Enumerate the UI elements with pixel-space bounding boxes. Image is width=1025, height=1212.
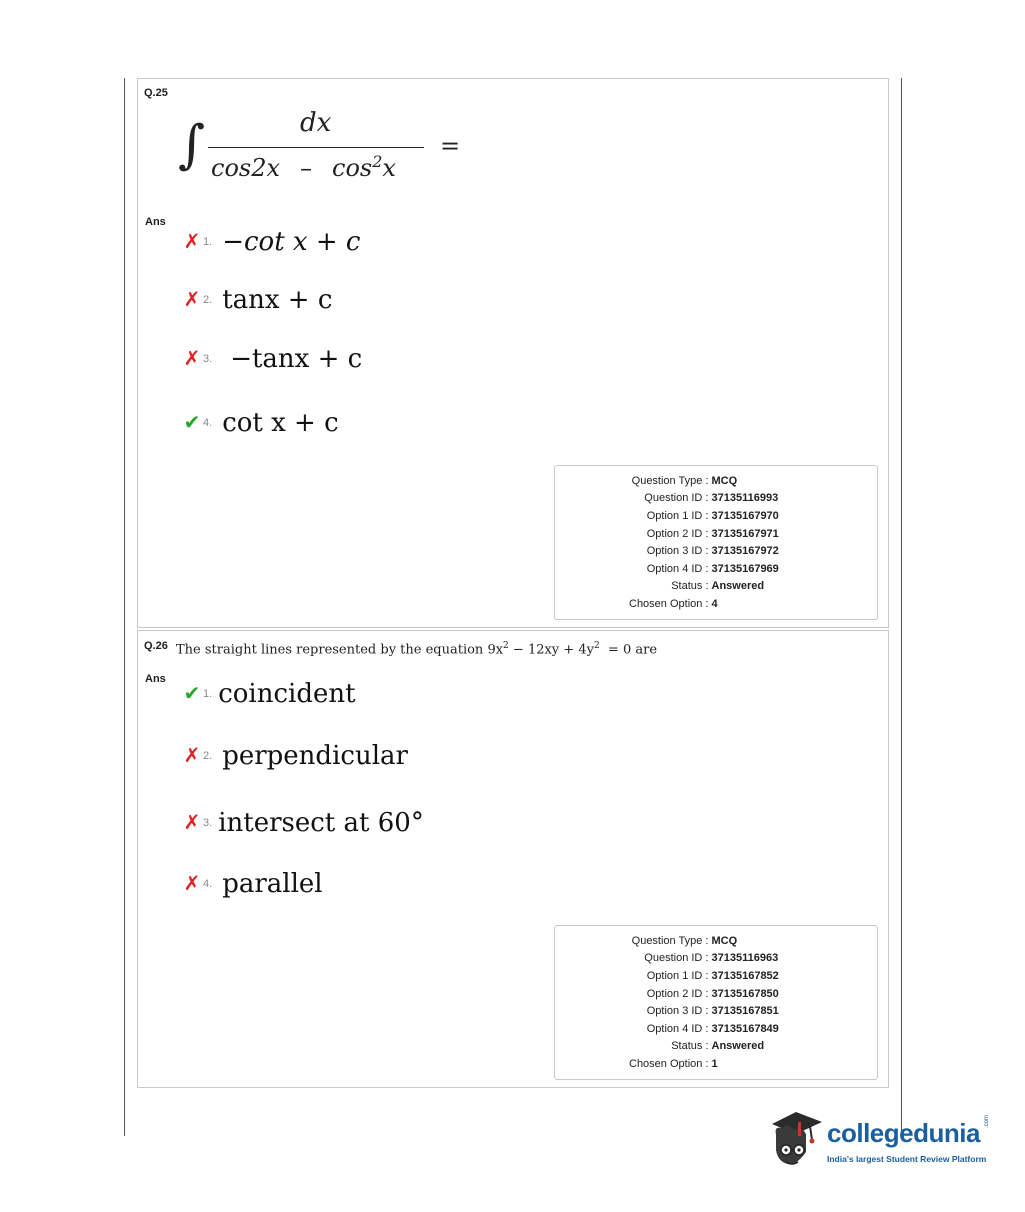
question-type-value: MCQ [711,474,738,487]
equals-sign: = [440,132,461,160]
option-text: intersect at 60° [218,808,424,838]
option-text: −tanx + c [230,344,363,374]
question-stem [176,641,657,657]
question-info-panel [554,925,878,1080]
chosen-option-value: 4 [711,597,718,610]
page-right-border [901,78,902,1136]
option4-id-value: 37135167849 [711,1022,779,1035]
chosen-option-value: 1 [711,1057,718,1070]
option-3 [183,344,362,374]
option2-id-value: 37135167971 [711,527,779,540]
brand-logo [766,1104,996,1176]
integral-formula [178,106,468,186]
question-id-label: Question ID : [644,492,709,505]
option4-id-label: Option 4 ID : [646,1022,709,1035]
option3-id-value: 37135167851 [711,1005,779,1018]
option-number: 2. [203,750,213,762]
option2-id-label: Option 2 ID : [646,527,709,540]
fraction-bar [208,147,424,148]
cross-icon: ✗ [183,289,201,311]
status-value: Answered [711,1040,765,1053]
brand-tagline: India's largest Student Review Platform [827,1154,987,1164]
cross-icon: ✗ [183,873,201,895]
question-type-label: Question Type : [631,934,709,947]
question-info-table [629,472,779,613]
option-text: tanx + c [222,285,333,315]
answer-label: Ans [145,216,166,228]
status-label: Status : [671,1040,709,1053]
question-type-value: MCQ [711,934,738,947]
option-text: −cot x + c [222,227,361,257]
integral-sign: ∫ [178,115,206,175]
mascot-icon [766,1104,824,1174]
question-info-panel [554,465,878,620]
option2-id-label: Option 2 ID : [646,987,709,1000]
status-value: Answered [711,580,765,593]
option-number: 4. [203,878,213,890]
question-id-value: 37135116963 [711,952,779,965]
stem-exponent-2: 2 [593,641,600,651]
option3-id-label: Option 3 ID : [646,1005,709,1018]
option-4 [183,869,323,899]
brand-name: collegedunia [827,1118,980,1148]
check-icon: ✔ [183,683,201,705]
option-text: perpendicular [222,741,408,771]
question-type-label: Question Type : [631,474,709,487]
numerator: dx [300,108,332,138]
option3-id-value: 37135167972 [711,545,779,558]
option2-id-value: 37135167850 [711,987,779,1000]
chosen-option-label: Chosen Option : [629,1057,709,1070]
option-4 [183,408,339,438]
brand-suffix: .com [984,1114,990,1128]
stem-part-b: − 12xy + 4y [508,642,594,658]
option-number: 1. [203,236,213,248]
check-icon: ✔ [183,412,201,434]
option4-id-value: 37135167969 [711,562,779,575]
question-info-table [629,932,779,1073]
option1-id-value: 37135167970 [711,509,779,522]
question-number: Q.25 [144,87,168,99]
option3-id-label: Option 3 ID : [646,545,709,558]
option-number: 3. [203,817,213,829]
denominator-operator: – [300,154,313,182]
denominator-term-a: cos2x [211,154,281,182]
question-id-value: 37135116993 [711,492,779,505]
question-id-label: Question ID : [644,952,709,965]
option-text: coincident [218,679,356,709]
cross-icon: ✗ [183,745,201,767]
option1-id-value: 37135167852 [711,969,779,982]
stem-exponent-1: 2 [503,641,509,651]
denominator [211,152,396,182]
page-left-border [124,78,125,1136]
denominator-variable: x [382,154,396,182]
option-1 [183,679,356,709]
cross-icon: ✗ [183,812,201,834]
cross-icon: ✗ [183,231,201,253]
denominator-exponent: 2 [372,152,383,171]
option-number: 3. [203,353,213,365]
question-number: Q.26 [144,640,168,652]
option1-id-label: Option 1 ID : [646,509,709,522]
status-label: Status : [671,580,709,593]
answer-label: Ans [145,673,166,685]
denominator-term-b: cos [332,154,373,182]
option-number: 2. [203,294,213,306]
cross-icon: ✗ [183,348,201,370]
option-number: 1. [203,688,213,700]
option-1 [183,227,360,257]
option4-id-label: Option 4 ID : [646,562,709,575]
stem-part-c: = 0 are [599,642,658,658]
option-number: 4. [203,417,213,429]
stem-part-a: The straight lines represented by the equation 9x [176,642,504,658]
option1-id-label: Option 1 ID : [646,969,709,982]
option-3 [183,808,424,838]
option-text: cot x + c [222,408,339,438]
option-2 [183,285,332,315]
option-text: parallel [222,869,323,899]
option-2 [183,741,408,771]
chosen-option-label: Chosen Option : [629,597,709,610]
